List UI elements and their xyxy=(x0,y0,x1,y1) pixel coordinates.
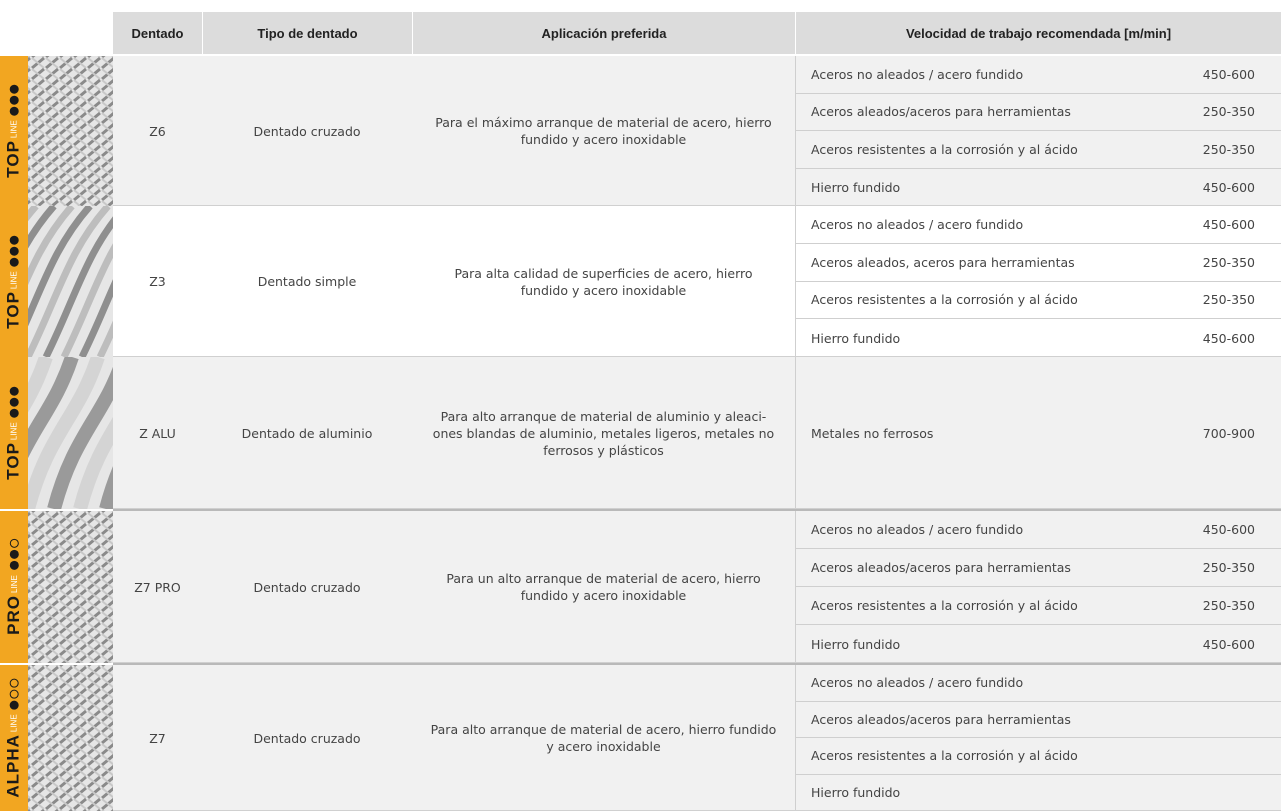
speed-row xyxy=(795,206,1281,244)
line-label xyxy=(0,56,28,206)
speed-row xyxy=(795,511,1281,549)
cell-tipo: Dentado simple xyxy=(257,274,357,289)
cell-dentado: Z ALU xyxy=(139,425,176,441)
speed-value: 450-600 xyxy=(1202,330,1255,346)
material-name: Aceros resistentes a la corrosión y al ácido xyxy=(811,748,1078,764)
group-separator xyxy=(113,509,1281,511)
speed-row xyxy=(795,665,1281,702)
line-name: PRO xyxy=(4,594,24,635)
speed-row xyxy=(795,357,1281,509)
speed-row xyxy=(795,94,1281,132)
speed-row xyxy=(795,738,1281,775)
speed-value: 450-600 xyxy=(1202,179,1255,195)
header-aplicacion: Aplicación preferida xyxy=(412,12,795,54)
header-tipo: Tipo de dentado xyxy=(202,12,412,54)
group-separator xyxy=(113,663,1281,665)
speed-value: 450-600 xyxy=(1202,66,1255,82)
speed-value: 450-600 xyxy=(1202,216,1255,232)
speed-row xyxy=(795,625,1281,663)
line-label xyxy=(0,206,28,357)
cell-tipo: Dentado cruzado xyxy=(253,579,361,595)
cell-aplicacion: Para un alto arranque de material de acero, hierro fundido y acero inoxidable xyxy=(446,571,761,603)
line-suffix: LINE xyxy=(9,575,19,593)
line-name: TOP xyxy=(4,290,23,329)
rating-dot-icon xyxy=(10,84,19,93)
cell-dentado: Z6 xyxy=(149,123,166,139)
rating-dot-icon xyxy=(10,257,19,266)
line-name: ALPHA xyxy=(4,734,24,798)
cell-aplicacion: Para alta calidad de superficies de acero, hierro fundido y acero inoxidable xyxy=(454,265,753,298)
rating-dot-icon xyxy=(10,561,19,570)
material-name: Aceros no aleados / acero fundido xyxy=(811,216,1024,232)
rating-dot-icon xyxy=(10,700,19,709)
speed-value: 700-900 xyxy=(1202,425,1255,441)
cell-aplicacion: Para alto arranque de material de aluminio y aleaci-ones blandas de aluminio, metales ligeros, metales no ferrosos y plásticos xyxy=(432,408,775,458)
speed-row xyxy=(795,244,1281,282)
material-name: Hierro fundido xyxy=(811,179,901,195)
rating-dot-icon xyxy=(10,106,19,115)
cell-tipo: Dentado cruzado xyxy=(253,123,361,139)
material-name: Hierro fundido xyxy=(811,785,901,801)
speed-row xyxy=(795,282,1281,320)
speed-row xyxy=(795,775,1281,811)
rating-dot-icon xyxy=(10,235,19,244)
line-label xyxy=(0,357,28,509)
rating-dot-icon xyxy=(10,246,19,255)
speed-value: 250-350 xyxy=(1202,254,1255,270)
burr-tooth-image xyxy=(28,56,113,206)
cell-aplicacion: Para alto arranque de material de acero, hierro fundido y acero inoxidable xyxy=(430,722,777,754)
line-name: TOP xyxy=(4,442,23,480)
burr-tooth-image xyxy=(28,357,113,509)
line-label xyxy=(0,665,28,811)
line-suffix: LINE xyxy=(9,714,19,733)
cell-aplicacion: Para el máximo arranque de material de acero, hierro fundido y acero inoxidable xyxy=(435,115,772,147)
line-suffix: LINE xyxy=(9,422,19,441)
header-dentado: Dentado xyxy=(113,12,202,54)
rating-dot-icon xyxy=(10,550,19,559)
speed-value: 250-350 xyxy=(1202,292,1255,308)
burr-tooth-image xyxy=(28,511,113,663)
speed-value: 250-350 xyxy=(1202,104,1255,120)
rating-dot-icon xyxy=(10,397,19,406)
cell-dentado: Z7 xyxy=(149,730,166,746)
speed-value: 450-600 xyxy=(1202,636,1255,652)
line-suffix: LINE xyxy=(9,270,19,289)
material-name: Aceros aleados/aceros para herramientas xyxy=(811,104,1071,120)
material-name: Metales no ferrosos xyxy=(811,425,934,441)
rating-dot-icon xyxy=(10,408,19,417)
speed-value: 250-350 xyxy=(1202,141,1255,157)
rating-dot-icon xyxy=(10,95,19,104)
material-name: Aceros resistentes a la corrosión y al ácido xyxy=(811,292,1078,308)
speed-value: 250-350 xyxy=(1202,560,1255,575)
material-name: Aceros resistentes a la corrosión y al ácido xyxy=(811,598,1078,613)
speed-row xyxy=(795,587,1281,625)
speed-row xyxy=(795,169,1281,207)
material-name: Aceros resistentes a la corrosión y al ácido xyxy=(811,141,1078,157)
line-name: TOP xyxy=(4,140,23,178)
material-name: Aceros no aleados / acero fundido xyxy=(811,675,1024,691)
line-suffix: LINE xyxy=(9,120,19,139)
rating-dot-icon xyxy=(10,689,19,698)
material-name: Aceros no aleados / acero fundido xyxy=(811,66,1024,82)
cell-tipo: Dentado de aluminio xyxy=(241,425,373,441)
rating-dot-icon xyxy=(10,539,19,548)
speed-row xyxy=(795,319,1281,357)
speed-row xyxy=(795,131,1281,169)
burr-tooth-image xyxy=(28,206,113,357)
material-name: Aceros aleados/aceros para herramientas xyxy=(811,560,1071,575)
rating-dot-icon xyxy=(10,386,19,395)
speed-value: 450-600 xyxy=(1202,522,1255,537)
rating-dot-icon xyxy=(10,678,19,687)
speed-row xyxy=(795,702,1281,739)
speed-row xyxy=(795,56,1281,94)
material-name: Aceros aleados/aceros para herramientas xyxy=(811,711,1071,727)
material-name: Hierro fundido xyxy=(811,330,901,346)
speed-row xyxy=(795,549,1281,587)
material-name: Aceros no aleados / acero fundido xyxy=(811,522,1024,537)
speed-value: 250-350 xyxy=(1202,598,1255,613)
line-label xyxy=(0,511,28,663)
material-name: Aceros aleados, aceros para herramientas xyxy=(811,254,1075,270)
cell-dentado: Z3 xyxy=(149,274,166,289)
burr-tooth-image xyxy=(28,665,113,811)
cell-dentado: Z7 PRO xyxy=(134,579,181,595)
header-velocidad: Velocidad de trabajo recomendada [m/min] xyxy=(795,12,1281,54)
cell-tipo: Dentado cruzado xyxy=(253,730,361,746)
material-name: Hierro fundido xyxy=(811,636,901,652)
